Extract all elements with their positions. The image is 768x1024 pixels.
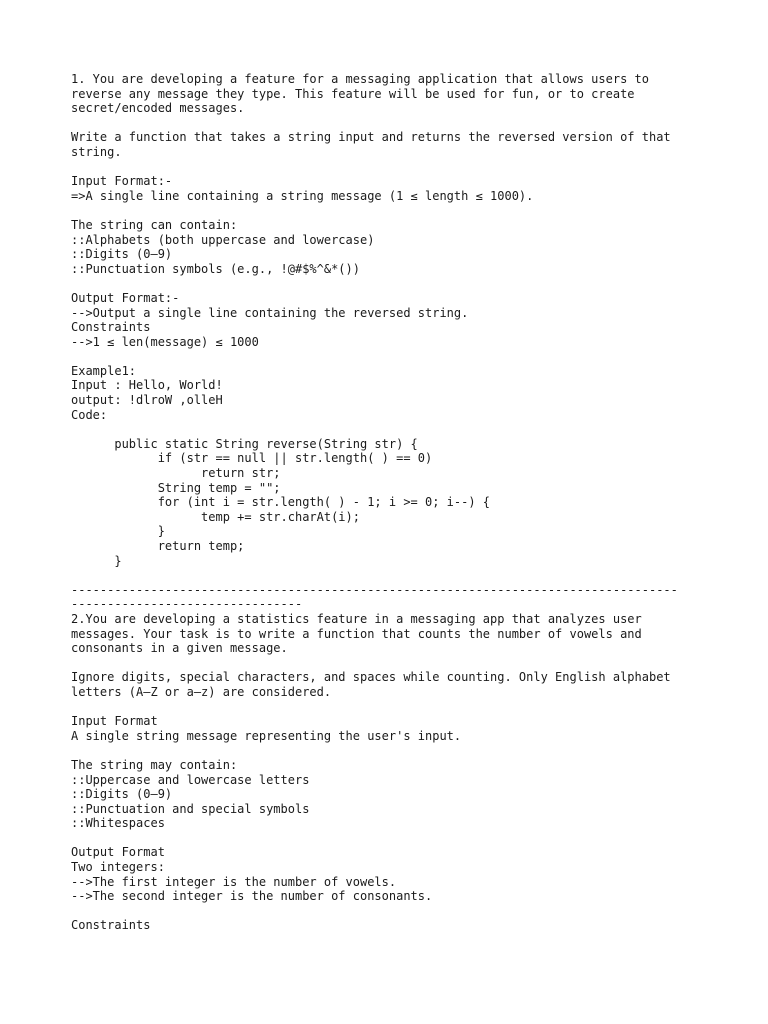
code-line: return temp; bbox=[71, 539, 245, 553]
text-line: Output Format:- bbox=[71, 290, 180, 305]
text-line: ::Digits (0–9) bbox=[71, 787, 173, 802]
separator-line: ------------------------------------------------------------------------------------ bbox=[71, 582, 678, 597]
separator bbox=[71, 583, 711, 612]
q2-ignore bbox=[71, 670, 711, 699]
code-line: if (str == null || str.length( ) == 0) bbox=[71, 451, 433, 466]
text-line: Constraints bbox=[71, 320, 151, 335]
text-line: consonants in a given message. bbox=[71, 641, 288, 656]
text-line: -->The second integer is the number of consonants. bbox=[71, 889, 433, 904]
text-line: -->The first integer is the number of vowels. bbox=[71, 874, 397, 889]
text-line: Output Format bbox=[71, 845, 165, 860]
code-line: temp += str.charAt(i); bbox=[71, 509, 360, 524]
code-line: } bbox=[71, 524, 165, 539]
code-line: } bbox=[71, 553, 122, 568]
text-line: A single string message representing the user's input. bbox=[71, 728, 462, 743]
text-line: ::Punctuation symbols (e.g., !@#$%^&*()) bbox=[71, 261, 360, 276]
text-line: 2.You are developing a statistics feature in a messaging app that analyzes user bbox=[71, 611, 642, 626]
q2-intro bbox=[71, 612, 711, 656]
document-page bbox=[71, 72, 711, 933]
text-line: output: !dlroW ,olleH bbox=[71, 393, 223, 408]
text-line: Example1: bbox=[71, 363, 137, 378]
q1-output-format bbox=[71, 291, 711, 349]
code-line: String temp = ""; bbox=[71, 480, 281, 495]
text-line: ::Alphabets (both uppercase and lowercase) bbox=[71, 232, 375, 247]
text-line: ::Punctuation and special symbols bbox=[71, 801, 310, 816]
text-line: Write a function that takes a string input and returns the reversed version of that bbox=[71, 130, 671, 145]
text-line: The string may contain: bbox=[71, 757, 238, 772]
separator-line: -------------------------------- bbox=[71, 597, 303, 612]
text-line: =>A single line containing a string message (1 ≤ length ≤ 1000). bbox=[71, 188, 534, 203]
text-line: string. bbox=[71, 144, 122, 159]
text-line: Constraints bbox=[71, 918, 151, 933]
text-line: ::Whitespaces bbox=[71, 816, 165, 831]
text-line: ::Digits (0–9) bbox=[71, 247, 173, 262]
text-line: The string can contain: bbox=[71, 217, 238, 232]
q1-string-contains bbox=[71, 218, 711, 276]
q2-string-contains bbox=[71, 758, 711, 831]
q2-input-format bbox=[71, 714, 711, 743]
text-line: messages. Your task is to write a function that counts the number of vowels and bbox=[71, 626, 642, 641]
q1-input-format bbox=[71, 174, 711, 203]
q1-example bbox=[71, 364, 711, 422]
text-line: secret/encoded messages. bbox=[71, 101, 245, 116]
code-line: public static String reverse(String str) { bbox=[71, 436, 418, 451]
q1-task bbox=[71, 130, 711, 159]
text-line: Input : Hello, World! bbox=[71, 378, 223, 393]
text-line: Two integers: bbox=[71, 860, 165, 875]
text-line: Input Format bbox=[71, 714, 158, 729]
text-line: Code: bbox=[71, 407, 108, 422]
text-line: -->Output a single line containing the reversed string. bbox=[71, 305, 469, 320]
text-line: letters (A–Z or a–z) are considered. bbox=[71, 684, 332, 699]
code-line: for (int i = str.length( ) - 1; i >= 0; i--) { bbox=[71, 495, 491, 510]
text-line: -->1 ≤ len(message) ≤ 1000 bbox=[71, 334, 259, 349]
q1-intro bbox=[71, 72, 711, 116]
text-line: ::Uppercase and lowercase letters bbox=[71, 772, 310, 787]
q2-output-format bbox=[71, 845, 711, 903]
q1-code-block bbox=[71, 437, 711, 568]
text-line: Ignore digits, special characters, and spaces while counting. Only English alphabet bbox=[71, 670, 671, 685]
text-line: Input Format:- bbox=[71, 174, 173, 189]
q2-constraints bbox=[71, 918, 711, 933]
code-line: return str; bbox=[71, 466, 281, 481]
text-line: reverse any message they type. This feature will be used for fun, or to create bbox=[71, 86, 635, 101]
text-line: 1. You are developing a feature for a messaging application that allows users to bbox=[71, 72, 649, 86]
